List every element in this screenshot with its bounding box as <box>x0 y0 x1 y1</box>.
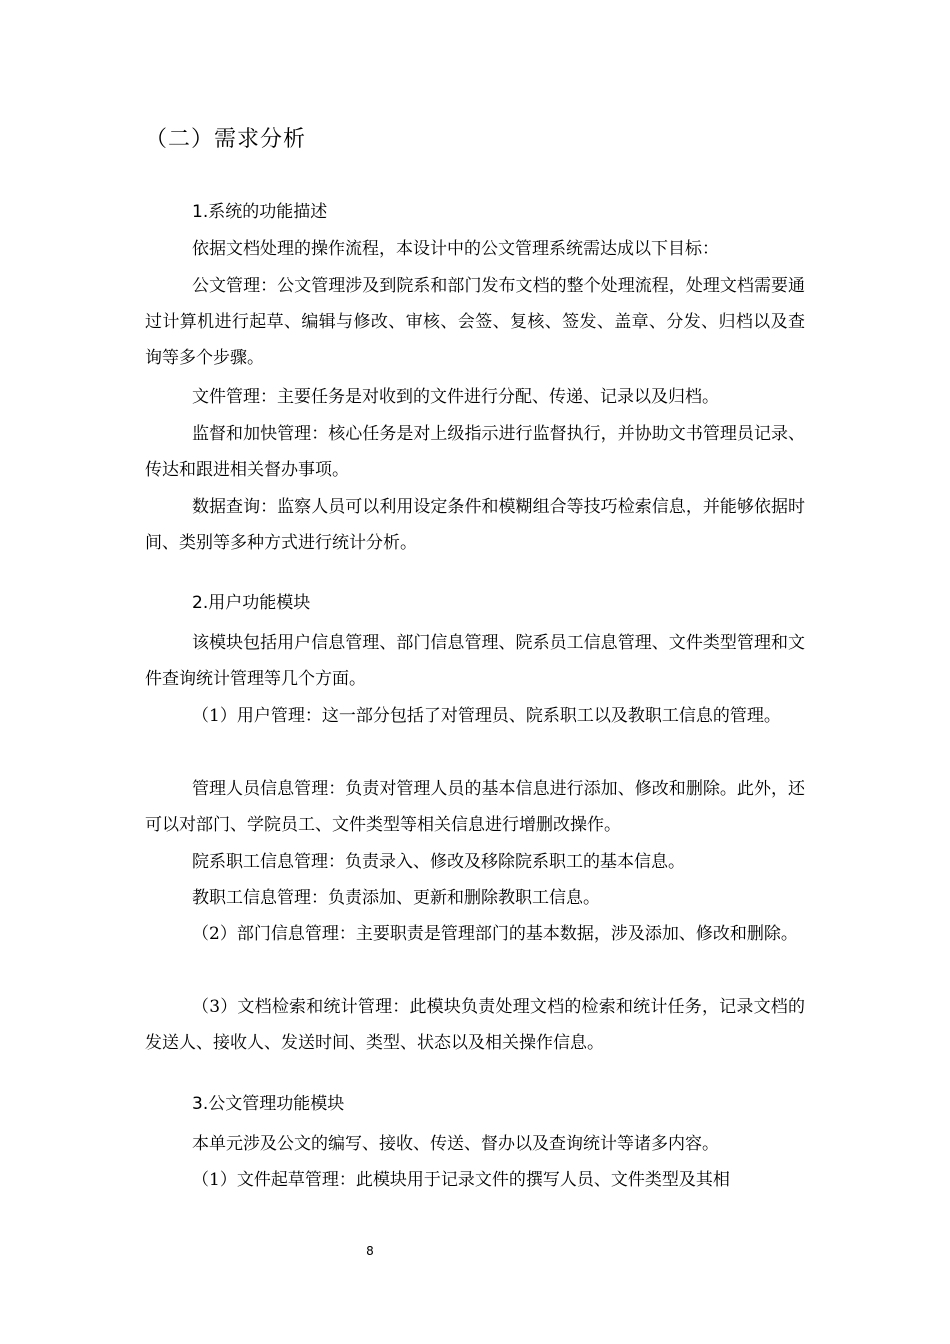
paragraph: （2）部门信息管理：主要职责是管理部门的基本数据，涉及添加、修改和删除。 <box>192 924 798 944</box>
section-heading: （二）需求分析 <box>145 127 307 152</box>
subsection-title-2: 2.用户功能模块 <box>192 593 311 613</box>
paragraph: 教职工信息管理：负责添加、更新和删除教职工信息。 <box>192 888 600 908</box>
paragraph: 监督和加快管理：核心任务是对上级指示进行监督执行，并协助文书管理员记录、传达和跟进相关督办事项。 <box>145 424 805 480</box>
page-number: 8 <box>366 1244 374 1258</box>
paragraph: （1）用户管理：这一部分包括了对管理员、院系职工以及教职工信息的管理。 <box>192 706 781 726</box>
paragraph: 公文管理：公文管理涉及到院系和部门发布文档的整个处理流程，处理文档需要通过计算机进行起草、编辑与修改、审核、会签、复核、签发、盖章、分发、归档以及查询等多个步骤。 <box>145 276 805 368</box>
paragraph: 依据文档处理的操作流程，本设计中的公文管理系统需达成以下目标： <box>192 239 719 259</box>
paragraph: 本单元涉及公文的编写、接收、传送、督办以及查询统计等诸多内容。 <box>192 1134 719 1154</box>
paragraph: （3）文档检索和统计管理：此模块负责处理文档的检索和统计任务，记录文档的发送人、接收人、发送时间、类型、状态以及相关操作信息。 <box>145 997 805 1053</box>
paragraph: 院系职工信息管理：负责录入、修改及移除院系职工的基本信息。 <box>192 852 685 872</box>
paragraph: 该模块包括用户信息管理、部门信息管理、院系员工信息管理、文件类型管理和文件查询统计管理等几个方面。 <box>145 633 805 689</box>
paragraph: 文件管理：主要任务是对收到的文件进行分配、传递、记录以及归档。 <box>192 387 719 407</box>
subsection-title-3: 3.公文管理功能模块 <box>192 1094 345 1114</box>
paragraph: 数据查询：监察人员可以利用设定条件和模糊组合等技巧检索信息，并能够依据时间、类别等多种方式进行统计分析。 <box>145 497 805 553</box>
paragraph: 管理人员信息管理：负责对管理人员的基本信息进行添加、修改和删除。此外，还可以对部门、学院员工、文件类型等相关信息进行增删改操作。 <box>145 779 805 835</box>
paragraph: （1）文件起草管理：此模块用于记录文件的撰写人员、文件类型及其相 <box>192 1170 730 1190</box>
subsection-title-1: 1.系统的功能描述 <box>192 202 328 222</box>
